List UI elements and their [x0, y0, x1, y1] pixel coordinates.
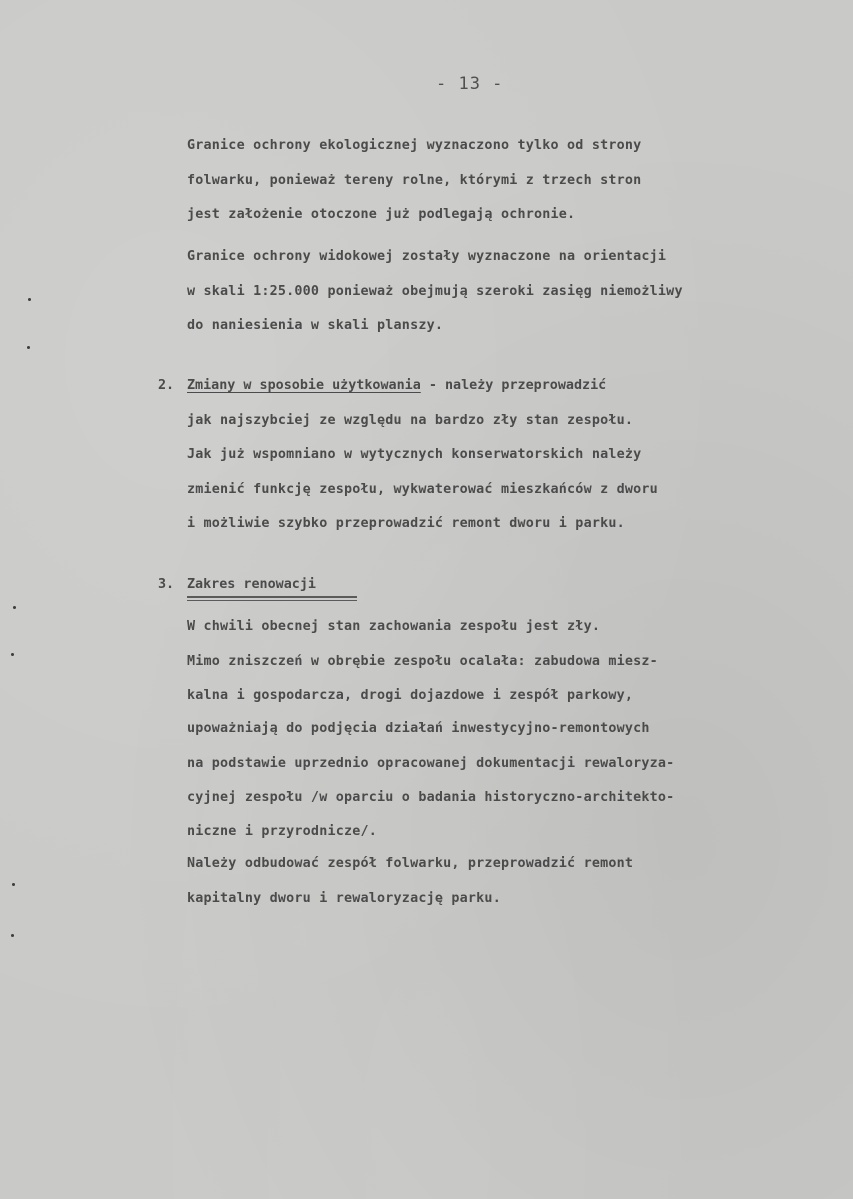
- section-3-title-underline: [187, 596, 357, 598]
- section-2-line-1: jak najszybciej ze względu na bardzo zły stan zespołu.: [187, 413, 634, 428]
- section-3-line-2: Mimo zniszczeń w obrębie zespołu ocalała: zabudowa miesz-: [187, 654, 658, 669]
- margin-mark: [27, 346, 30, 349]
- margin-mark: [11, 653, 14, 656]
- section-3-line-3: kalna i gospodarcza, drogi dojazdowe i zespół parkowy,: [187, 688, 634, 703]
- margin-mark: [12, 883, 15, 886]
- section-2-heading-line: [187, 377, 606, 395]
- section-3-line-7: niczne i przyrodnicze/.: [187, 824, 378, 839]
- margin-mark: [13, 606, 16, 609]
- section-2-number: 2.: [158, 378, 175, 393]
- margin-mark: [28, 298, 31, 301]
- section-2-line-3: zmienić funkcję zespołu, wykwaterować mieszkańców z dworu: [187, 482, 658, 497]
- paragraph-1-line-3: jest założenie otoczone już podlegają ochronie.: [187, 207, 576, 222]
- section-3-line-9: kapitalny dworu i rewaloryzację parku.: [187, 891, 501, 906]
- paragraph-1-line-1: Granice ochrony ekologicznej wyznaczono tylko od strony: [187, 138, 642, 153]
- section-3-number: 3.: [158, 577, 175, 592]
- section-2-title: Zmiany w sposobie użytkowania: [187, 378, 421, 393]
- paragraph-2-line-2: w skali 1:25.000 ponieważ obejmują szeroki zasięg niemożliwy: [187, 284, 683, 299]
- section-3-title-underline-second: [187, 600, 357, 601]
- section-3-line-1: W chwili obecnej stan zachowania zespołu jest zły.: [187, 619, 601, 634]
- section-2-line-4: i możliwie szybko przeprowadzić remont dworu i parku.: [187, 516, 625, 531]
- paragraph-2-line-1: Granice ochrony widokowej zostały wyznaczone na orientacji: [187, 249, 667, 264]
- section-3-line-5: na podstawie uprzednio opracowanej dokumentacji rewaloryza-: [187, 756, 675, 771]
- page-number: - 13 -: [436, 74, 504, 94]
- paragraph-1-line-2: folwarku, ponieważ tereny rolne, którymi z trzech stron: [187, 173, 642, 188]
- section-3-title: Zakres renowacji: [187, 577, 316, 592]
- section-3-line-4: upoważniają do podjęcia działań inwestycyjno-remontowych: [187, 721, 650, 736]
- section-2-first-line-rest: - należy przeprowadzić: [420, 378, 607, 393]
- paragraph-2-line-3: do naniesienia w skali planszy.: [187, 318, 444, 333]
- section-3-line-6: cyjnej zespołu /w oparciu o badania historyczno-architekto-: [187, 790, 675, 805]
- section-3-line-8: Należy odbudować zespół folwarku, przeprowadzić remont: [187, 856, 634, 871]
- section-2-line-2: Jak już wspomniano w wytycznych konserwatorskich należy: [187, 447, 642, 462]
- margin-mark: [11, 934, 14, 937]
